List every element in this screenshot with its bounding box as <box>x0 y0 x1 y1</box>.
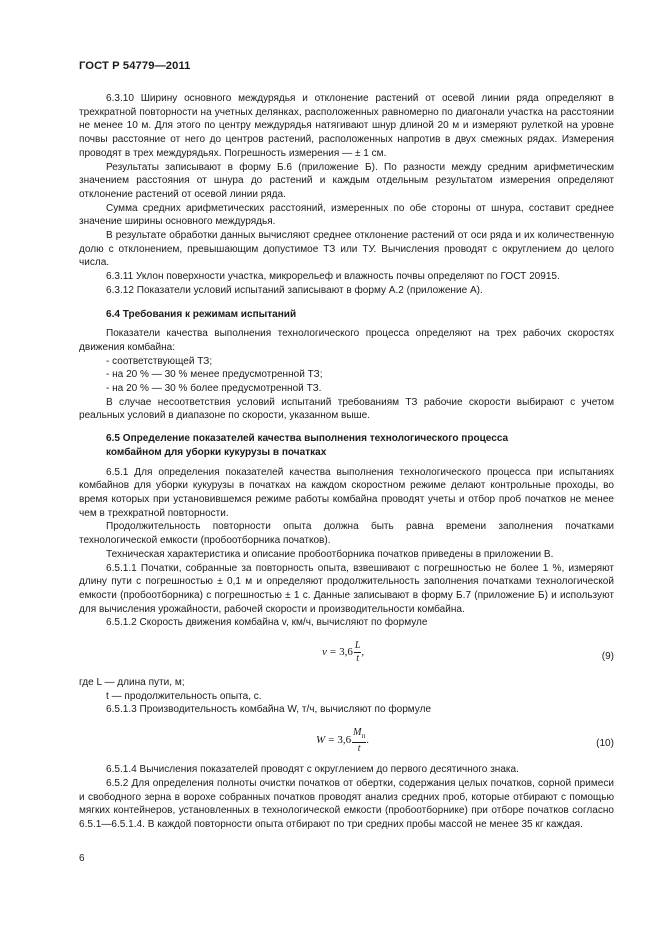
page-number: 6 <box>79 853 85 864</box>
paragraph-6-5-1-2: 6.5.1.2 Скорость движения комбайна v, км/ч, вычисляют по формуле <box>106 617 428 629</box>
formula-9-numerator: L <box>354 640 361 652</box>
section-6-5-title-line1: 6.5 Определение показателей качества выполнения технологического процесса <box>106 433 509 445</box>
formula-9-lhs: v <box>322 645 327 658</box>
formula-9-number: (9) <box>601 651 614 663</box>
formula-9-trail: , <box>361 645 365 658</box>
paragraph-6-5-1-3: 6.5.1.3 Производительность комбайна W, т/ч, вычисляют по формуле <box>106 704 432 716</box>
formula-10-denominator: t <box>357 743 361 755</box>
paragraph-6-5-1-1: 6.5.1.1 Початки, собранные за повторность опыта, взвешивают с погрешностью не более 1 %, измеряют длину пути с погрешностью ± 0,1 м и определяют продолжительность заполнения початками технологической емкости (пробоотборника) с погрешностью ± 1 с. Данные записывают в форму Б.7 (приложение Б) и используют для вычисления урожайности, рабочей скорости и производительности комбайна. <box>79 562 614 615</box>
section-6-5-title <box>79 432 614 459</box>
standard-header: ГОСТ Р 54779—2011 <box>79 60 191 72</box>
list-item-3: - на 20 % — 30 % более предусмотренной ТЗ. <box>106 383 322 395</box>
formula-10-expression <box>316 727 369 755</box>
formula-10-numerator-sub: п <box>361 732 366 741</box>
page-body <box>79 92 614 832</box>
formula-9-equals: = <box>329 645 337 658</box>
paragraph-duration: Продолжительность повторности опыта должна быть равна времени заполнения початками технологической емкости (пробоотборника початков). <box>79 521 614 547</box>
formula-10-number: (10) <box>596 738 614 750</box>
formula-10-numerator-var: M <box>353 727 362 739</box>
paragraph-tech-spec: Техническая характеристика и описание пробоотборника початков приведены в приложении В. <box>106 548 554 560</box>
formula-10-trail: . <box>366 734 369 747</box>
paragraph-mismatch: В случае несоответствия условий испытаний требованиям ТЗ рабочие скорости выбирают с учетом реальных условий в диапазоне по скорости, указанном выше. <box>79 396 614 422</box>
paragraph-6-5-1-4: 6.5.1.4 Вычисления показателей проводят с округлением до первого десятичного знака. <box>106 764 519 776</box>
formula-9 <box>79 636 614 672</box>
formula-10-fraction <box>352 727 366 755</box>
formula-10 <box>79 723 614 759</box>
paragraph-processing: В результате обработки данных вычисляют среднее отклонение растений от оси ряда и их количественную долю с отклонением, превышающим допустимое ТЗ или ТУ. Вычисления проводят с округлением до целого числа. <box>79 230 614 269</box>
paragraph-speeds: Показатели качества выполнения технологического процесса определяют на трех рабочих скоростях движения комбайна: <box>79 328 614 353</box>
section-6-5-title-line2: комбайном для уборки кукурузы в початках <box>106 446 327 458</box>
paragraph-6-5-1: 6.5.1 Для определения показателей качества выполнения технологического процесса при испытаниях комбайнов для уборки кукурузы в початках на каждом скоростном режиме делают контрольные проходы, во время которых при установившемся режиме работы комбайна проводят учеты и отбор проб початков не менее чем в трехкратной повторности. <box>79 466 614 519</box>
paragraph-6-3-10: 6.3.10 Ширину основного междурядья и отклонение растений от осевой линии ряда определяют в трехкратной повторности на учетных делянках, расположенных равномерно по диагонали участка на расстоянии не менее 10 м. Для этого по центру междурядья натягивают шнур длиной 20 м и измеряют рулеткой на уровне почвы расстояние от него до центров растений, расположенных напротив в двух смежных рядах. Измерения проводят в трех междурядьях. Погрешность измерения — ± 1 см. <box>79 93 614 159</box>
paragraph-results: Результаты записывают в форму Б.6 (приложение Б). По разности между средним арифметическим значением расстояния от шнура до растений и каждым отдельным результатом измерения определяют отклонение растений от осевой линии ряда. <box>79 161 614 200</box>
formula-10-lhs: W <box>316 734 326 747</box>
paragraph-sum: Сумма средних арифметических расстояний, измеренных по обе стороны от шнура, составит среднее значение ширины основного междурядья. <box>79 202 614 228</box>
formula-10-coef: 3,6 <box>337 734 352 747</box>
section-6-4-title: 6.4 Требования к режимам испытаний <box>106 308 297 320</box>
formula-9-coef: 3,6 <box>339 645 353 658</box>
paragraph-6-5-2: 6.5.2 Для определения полноты очистки початков от обертки, содержания целых початков, сорной примеси и свободного зерна в ворохе собранных початков проводят анализ средних проб, которые отбирают с помощью мягких контейнеров, установленных в технологической емкости (пробоотборнике) при отборе початков согласно 6.5.1—6.5.1.4. В каждой повторности опыта отбирают по три средних пробы массой не менее 35 кг каждая. <box>79 777 614 830</box>
formula-9-fraction <box>354 640 365 665</box>
formula-9-expression <box>322 640 364 665</box>
legend-t: t — продолжительность опыта, с. <box>106 690 262 702</box>
formula-10-numerator <box>352 727 366 742</box>
list-item-1: - соответствующей ТЗ; <box>106 355 213 367</box>
formula-10-equals: = <box>328 734 335 747</box>
formula-9-denominator: t <box>356 653 360 665</box>
paragraph-6-3-11: 6.3.11 Уклон поверхности участка, микрорельеф и влажность почвы определяют по ГОСТ 20915. <box>106 271 560 283</box>
legend-L: где L — длина пути, м; <box>79 677 185 689</box>
list-item-2: - на 20 % — 30 % менее предусмотренной ТЗ; <box>106 369 323 381</box>
paragraph-6-3-12: 6.3.12 Показатели условий испытаний записывают в форму А.2 (приложение А). <box>106 284 483 296</box>
